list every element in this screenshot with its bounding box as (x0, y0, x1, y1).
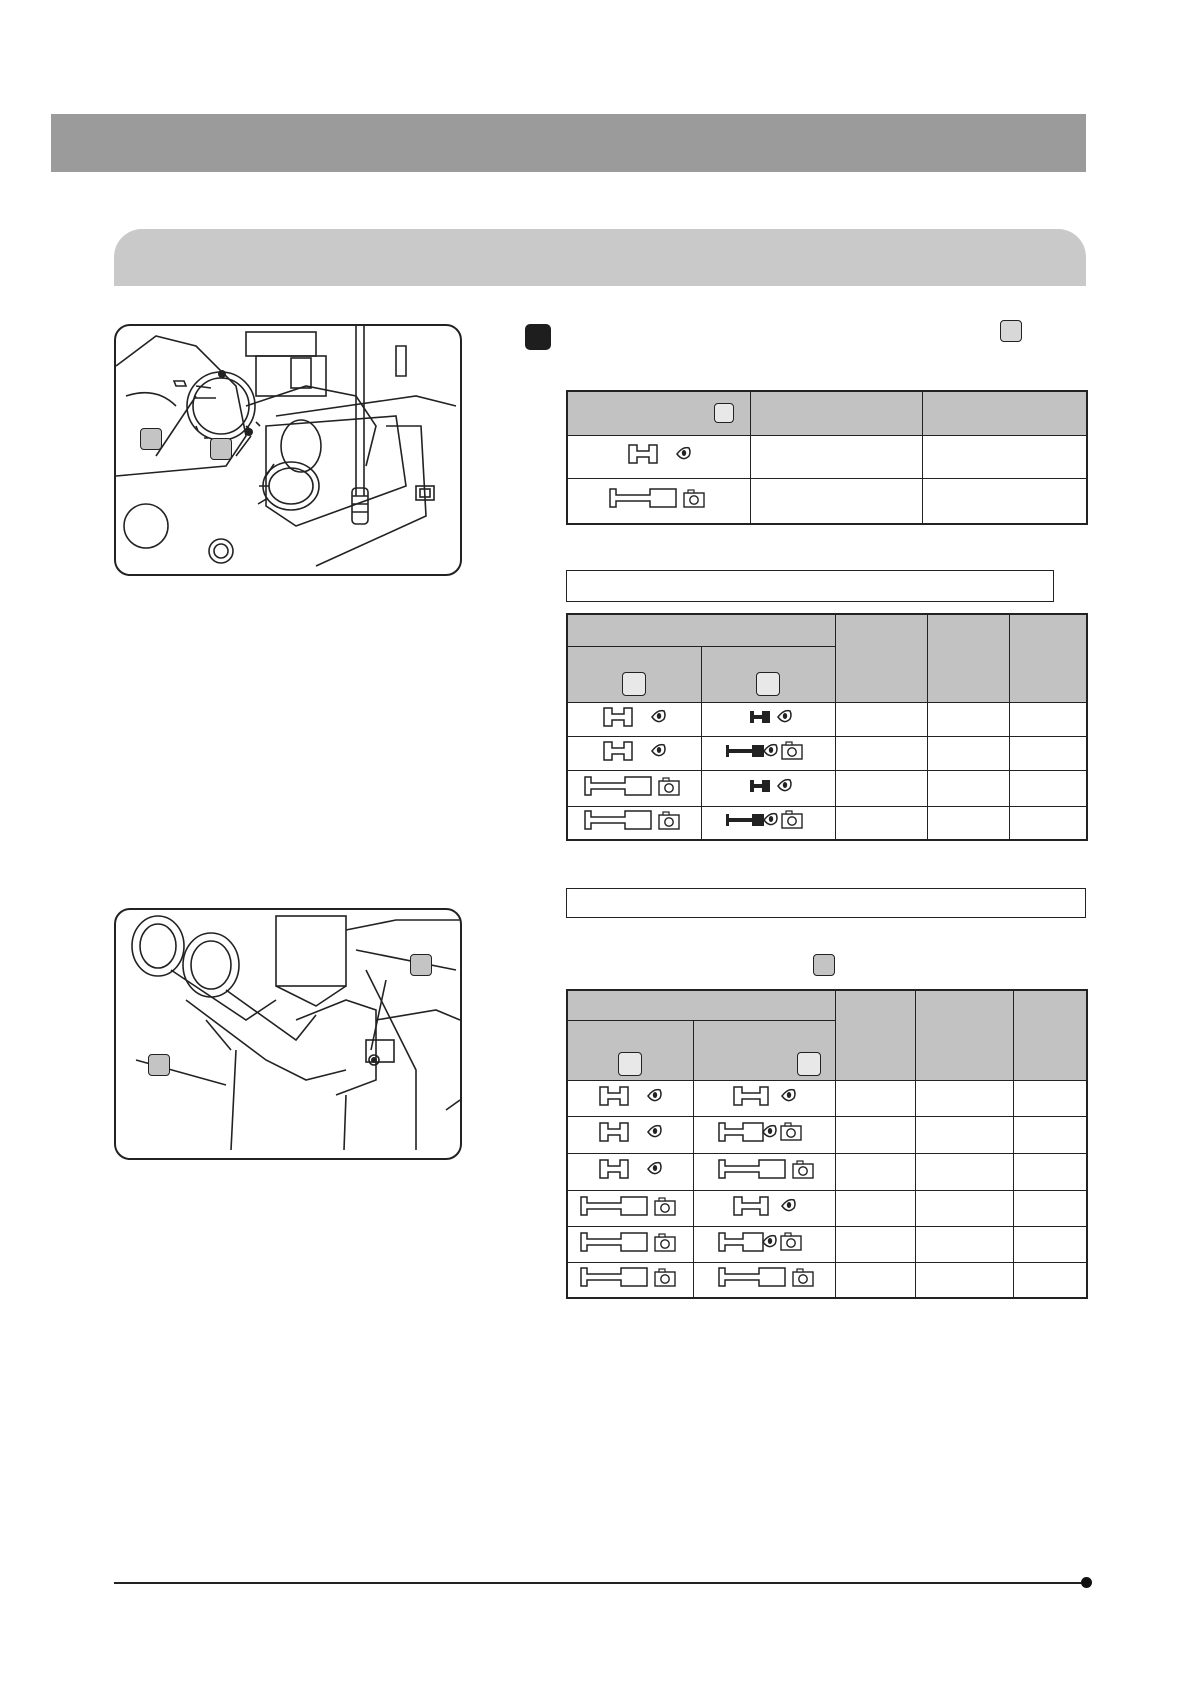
step-number-badge (525, 324, 551, 350)
short-path-eye-icon (590, 1119, 670, 1145)
callout-marker (140, 428, 162, 450)
callout-marker (797, 1052, 821, 1076)
table-header-cell (567, 1020, 693, 1080)
long-path-camera-icon (709, 1156, 819, 1182)
callout-marker (714, 403, 734, 423)
footer-dot (1081, 1577, 1092, 1588)
short-path-eye-icon (590, 1156, 670, 1182)
table-header-cell (922, 391, 1087, 435)
table-header-cell (701, 646, 835, 702)
table-cell (1013, 1190, 1087, 1226)
table-cell (915, 1116, 1013, 1153)
table-cell (835, 702, 927, 736)
mid-path-eye-camera-icon (709, 1229, 819, 1255)
table-row (567, 806, 1087, 840)
short-path-eye-icon (590, 1083, 670, 1109)
callout-marker (622, 672, 646, 696)
trinocular-head-illustration (116, 910, 460, 1158)
table-cell (922, 478, 1087, 524)
table-header-cell (567, 990, 835, 1020)
black-short-eye-icon (728, 704, 808, 730)
table-cell (835, 736, 927, 770)
table-header-cell (1009, 614, 1087, 702)
trinocular-head-figure (114, 908, 462, 1160)
combination-table (566, 613, 1088, 841)
page-header-bar (51, 114, 1086, 172)
microscope-body-figure (114, 324, 462, 576)
table-cell (835, 1116, 915, 1153)
black-long-eye-camera-icon (718, 738, 818, 764)
table-cell (1013, 1153, 1087, 1190)
table-header-cell (567, 391, 750, 435)
table-cell (1013, 1262, 1087, 1298)
table-cell (922, 435, 1087, 478)
table-cell (1013, 1080, 1087, 1116)
table-header-cell (915, 990, 1013, 1080)
section-header-bar (114, 229, 1086, 286)
table-header-cell (750, 391, 922, 435)
table-cell (927, 736, 1009, 770)
table-row (567, 1153, 1087, 1190)
table-row (567, 1262, 1087, 1298)
table-cell (750, 478, 922, 524)
table-cell (915, 1262, 1013, 1298)
short-path-eye-icon (724, 1193, 804, 1219)
table-cell (1013, 1226, 1087, 1262)
table-cell (915, 1080, 1013, 1116)
short-path-eye-icon (619, 441, 699, 467)
callout-marker (1000, 320, 1022, 342)
callout-marker (756, 672, 780, 696)
table-cell (1009, 770, 1087, 806)
note-box (566, 570, 1054, 602)
short-path-eye-icon (724, 1083, 804, 1109)
table-row (567, 1190, 1087, 1226)
table-cell (835, 806, 927, 840)
long-path-camera-icon (575, 1264, 685, 1290)
long-path-camera-icon (709, 1264, 819, 1290)
long-path-camera-icon (579, 807, 689, 833)
short-path-eye-icon (594, 738, 674, 764)
black-short-eye-icon (728, 773, 808, 799)
table-cell (835, 1080, 915, 1116)
table-header-cell (567, 646, 701, 702)
table-cell (835, 770, 927, 806)
microscope-body-illustration (116, 326, 460, 574)
callout-marker (210, 438, 232, 460)
long-path-camera-icon (579, 773, 689, 799)
table-cell (927, 702, 1009, 736)
callout-marker (618, 1052, 642, 1076)
callout-marker (148, 1054, 170, 1076)
mid-path-eye-camera-icon (709, 1119, 819, 1145)
callout-marker (410, 954, 432, 976)
table-row (567, 1080, 1087, 1116)
long-path-camera-icon (575, 1229, 685, 1255)
table-cell (927, 770, 1009, 806)
table-row (567, 770, 1087, 806)
table-cell (835, 1190, 915, 1226)
callout-marker (813, 954, 835, 976)
long-path-camera-icon (575, 1193, 685, 1219)
table-row (567, 478, 1087, 524)
table-header-cell (835, 614, 927, 702)
table-cell (1013, 1116, 1087, 1153)
table-row (567, 736, 1087, 770)
table-cell (835, 1226, 915, 1262)
table-cell (1009, 736, 1087, 770)
table-cell (915, 1226, 1013, 1262)
table-cell (835, 1153, 915, 1190)
short-path-eye-icon (594, 704, 674, 730)
table-row (567, 435, 1087, 478)
table-header-cell (693, 1020, 835, 1080)
table-cell (835, 1262, 915, 1298)
table-header-cell (567, 614, 835, 646)
table-row (567, 1116, 1087, 1153)
table-header-cell (835, 990, 915, 1080)
combination-table (566, 989, 1088, 1299)
table-cell (1009, 702, 1087, 736)
footer-rule (114, 1582, 1086, 1584)
table-header-cell (1013, 990, 1087, 1080)
note-box (566, 888, 1086, 918)
light-path-table (566, 390, 1088, 525)
table-cell (915, 1153, 1013, 1190)
long-path-camera-icon (604, 485, 714, 511)
table-header-cell (927, 614, 1009, 702)
table-cell (915, 1190, 1013, 1226)
table-row (567, 702, 1087, 736)
table-cell (1009, 806, 1087, 840)
table-row (567, 1226, 1087, 1262)
table-cell (750, 435, 922, 478)
table-cell (927, 806, 1009, 840)
black-long-eye-camera-icon (718, 807, 818, 833)
